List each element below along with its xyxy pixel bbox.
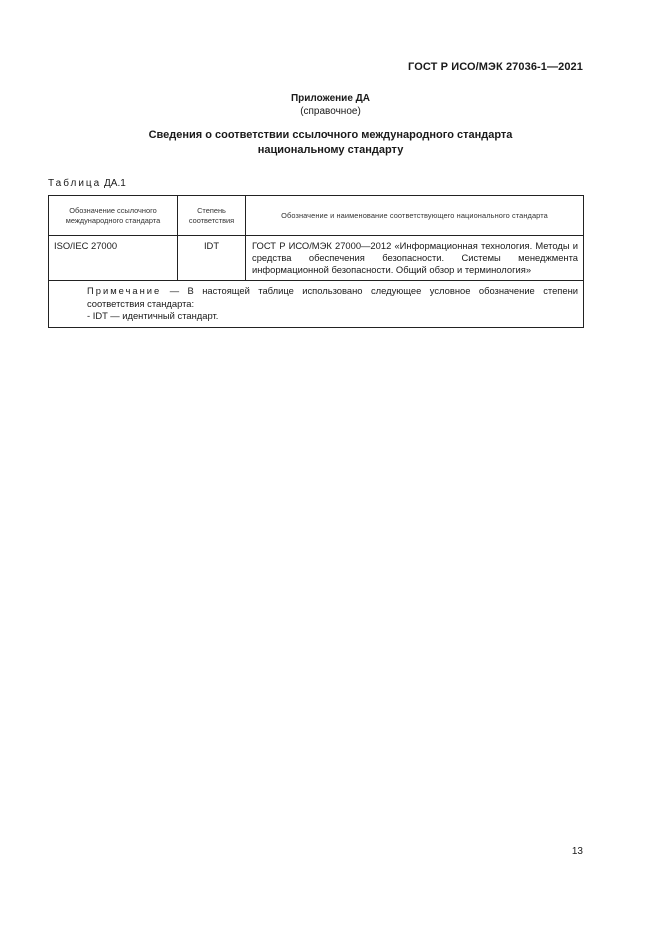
- annex-header: [0, 92, 661, 118]
- table-note-row: [49, 281, 584, 328]
- annex-title: Приложение ДА: [290, 93, 371, 104]
- table-note: [49, 281, 584, 328]
- column-header-reference: Обозначение ссылочного международного стандарта: [49, 196, 178, 236]
- note-item: - IDT — идентичный стандарт.: [87, 310, 219, 321]
- table-label-number: ДА.1: [104, 178, 126, 189]
- cell-degree: IDT: [178, 236, 246, 281]
- table-row: [49, 236, 584, 281]
- note-text: — В настоящей таблице использовано следующее условное обозначение степени соответствия стандарта:: [87, 285, 578, 309]
- table-label: [48, 178, 126, 189]
- column-header-degree: Степень соответствия: [178, 196, 246, 236]
- cell-reference-standard: ISO/IEC 27000: [49, 236, 178, 281]
- page-number: 13: [571, 846, 583, 857]
- annex-kind: (справочное): [300, 106, 361, 117]
- column-header-national: Обозначение и наименование соответствующего национального стандарта: [246, 196, 584, 236]
- table-label-word: Таблица: [48, 178, 102, 189]
- section-heading-line-2: национальному стандарту: [257, 144, 404, 156]
- section-heading: [0, 128, 661, 158]
- table-header-row: [49, 196, 584, 236]
- cell-national-standard: ГОСТ Р ИСО/МЭК 27000—2012 «Информационная технология. Методы и средства обеспечения безопасности. Системы менеджмента информационной безопасности. Общий обзор и терминология»: [246, 236, 584, 281]
- document-code: ГОСТ Р ИСО/МЭК 27036-1—2021: [408, 61, 583, 73]
- correspondence-table: [48, 195, 584, 328]
- note-head: Примечание: [87, 285, 162, 296]
- section-heading-line-1: Сведения о соответствии ссылочного международного стандарта: [148, 129, 513, 141]
